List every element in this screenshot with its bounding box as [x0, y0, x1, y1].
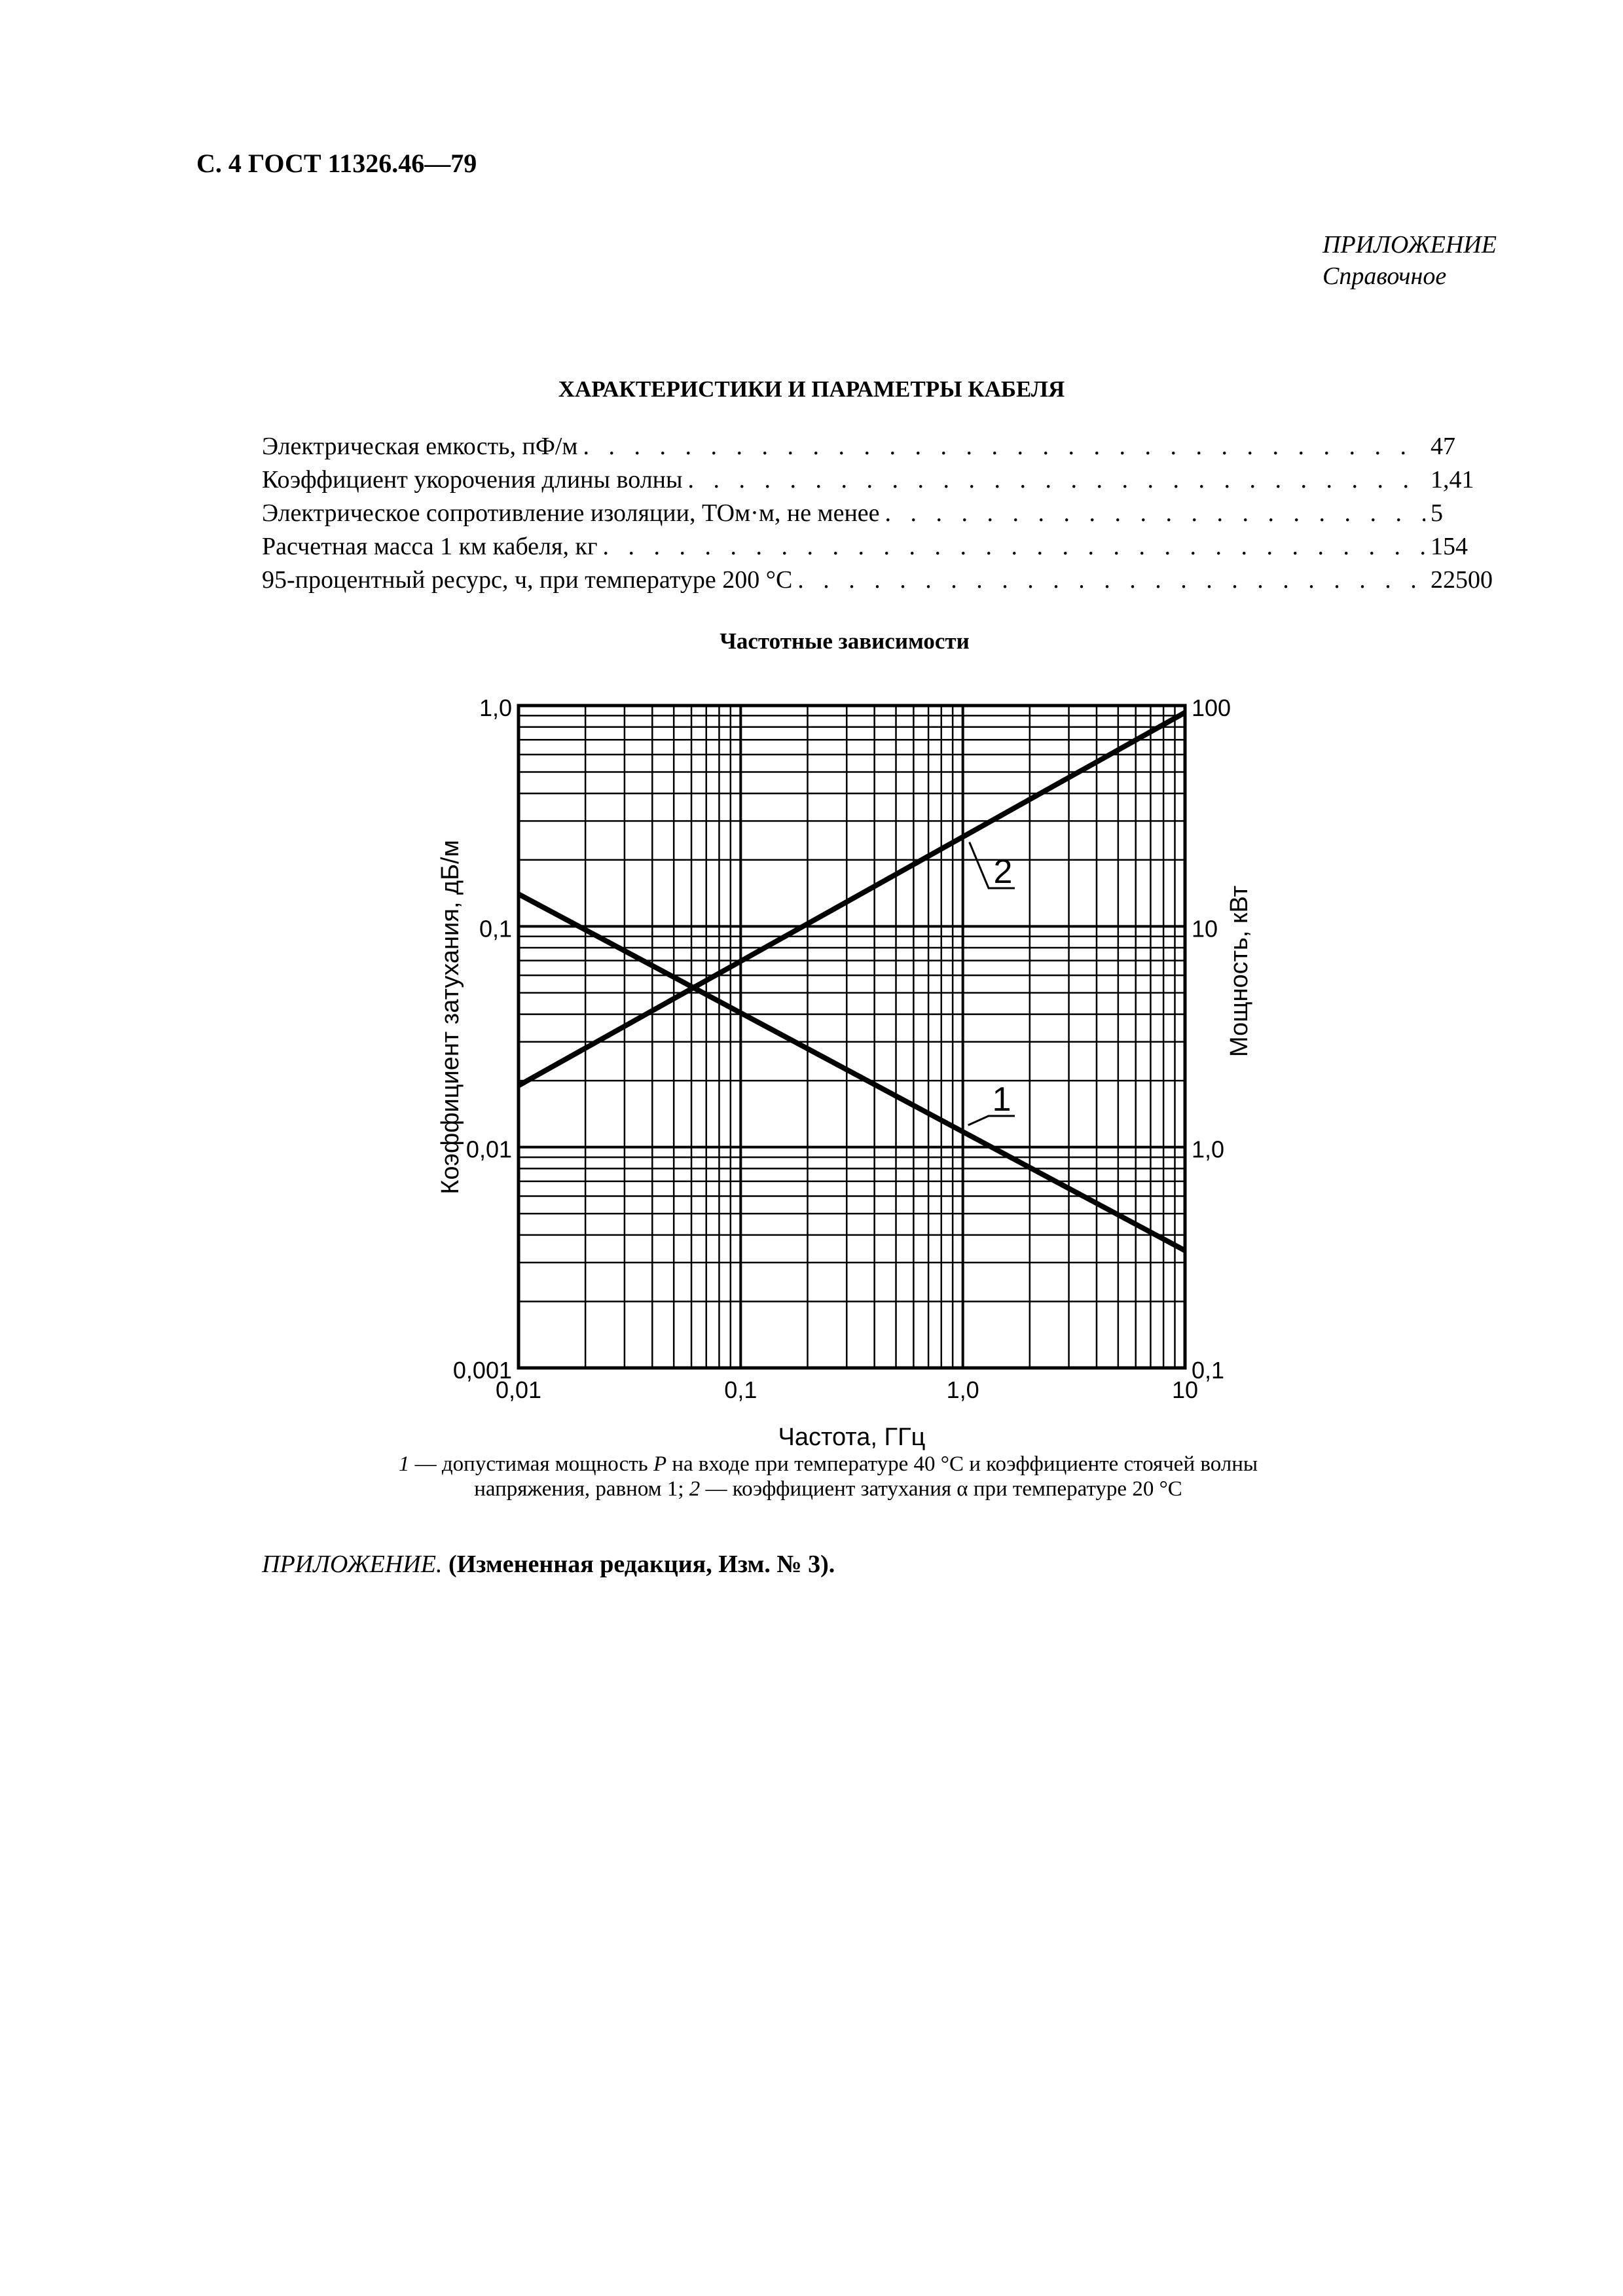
chart-title: Частотные зависимости [720, 628, 970, 654]
property-label: Электрическое сопротивление изоляции, ТОм·м, не менее [262, 499, 880, 527]
series-label-2: 2 [993, 853, 1013, 891]
y-right-tick-label: 10 [1192, 915, 1218, 942]
x-tick-label: 10 [1171, 1376, 1199, 1403]
property-label: Расчетная масса 1 км кабеля, кг [262, 533, 598, 560]
caption-number-1: 1 [398, 1452, 410, 1476]
property-value: 22500 [1431, 566, 1493, 594]
x-tick-label: 1,0 [946, 1376, 979, 1403]
caption-text-1: — допустимая мощность [409, 1452, 653, 1476]
x-axis-label: Частота, ГГц [778, 1424, 926, 1451]
y-right-tick-label: 0,1 [1192, 1357, 1225, 1384]
caption-text-3: — коэффициент затухания α при температуре 20 °С [700, 1477, 1182, 1501]
y-left-tick-label: 0,001 [452, 1357, 512, 1384]
property-value: 1,41 [1431, 466, 1474, 493]
property-value: 154 [1431, 533, 1468, 560]
caption-number-2: 2 [689, 1477, 701, 1501]
property-value: 5 [1431, 499, 1443, 527]
note-italic: ПРИЛОЖЕНИЕ. [262, 1551, 443, 1578]
chart-grid [519, 706, 1185, 1368]
y-left-tick-label: 1,0 [479, 694, 512, 721]
series-line-2 [519, 713, 1185, 1086]
page-header: С. 4 ГОСТ 11326.46—79 [196, 149, 477, 178]
y-left-axis-label: Коэффициент затухания, дБ/м [437, 840, 464, 1194]
y-right-tick-label: 100 [1192, 694, 1231, 721]
property-label: 95-процентный ресурс, ч, при температуре 200 °С [262, 566, 793, 594]
plot-frame [519, 706, 1185, 1368]
note-bold: (Измененная редакция, Изм. № 3). [442, 1551, 835, 1578]
chart-labels [437, 840, 1253, 1451]
y-left-tick-label: 0,1 [479, 915, 512, 942]
amendment-note [262, 1550, 835, 1579]
x-tick-label: 0,01 [495, 1376, 542, 1403]
section-title: ХАРАКТЕРИСТИКИ И ПАРАМЕТРЫ КАБЕЛЯ [558, 376, 1065, 402]
property-label: Электрическая емкость, пФ/м [262, 433, 578, 460]
y-left-tick-label: 0,01 [465, 1136, 512, 1163]
chart-ticks [453, 694, 1231, 1403]
appendix-label: ПРИЛОЖЕНИЕ [1322, 231, 1497, 259]
figure-caption [367, 1452, 1290, 1501]
y-right-tick-label: 1,0 [1192, 1136, 1225, 1163]
caption-text-2: на входе при температуре 40 °С и коэффициенте стоячей волны напряжения, равном 1; [474, 1452, 1258, 1501]
x-tick-label: 0,1 [724, 1376, 757, 1403]
series-label-1: 1 [992, 1081, 1012, 1119]
appendix-sublabel: Справочное [1322, 262, 1447, 290]
y-right-axis-label: Мощность, кВт [1226, 885, 1253, 1058]
property-label: Коэффициент укорочения длины волны [262, 466, 683, 493]
property-value: 47 [1431, 433, 1455, 460]
caption-symbol-p: P [653, 1452, 667, 1476]
